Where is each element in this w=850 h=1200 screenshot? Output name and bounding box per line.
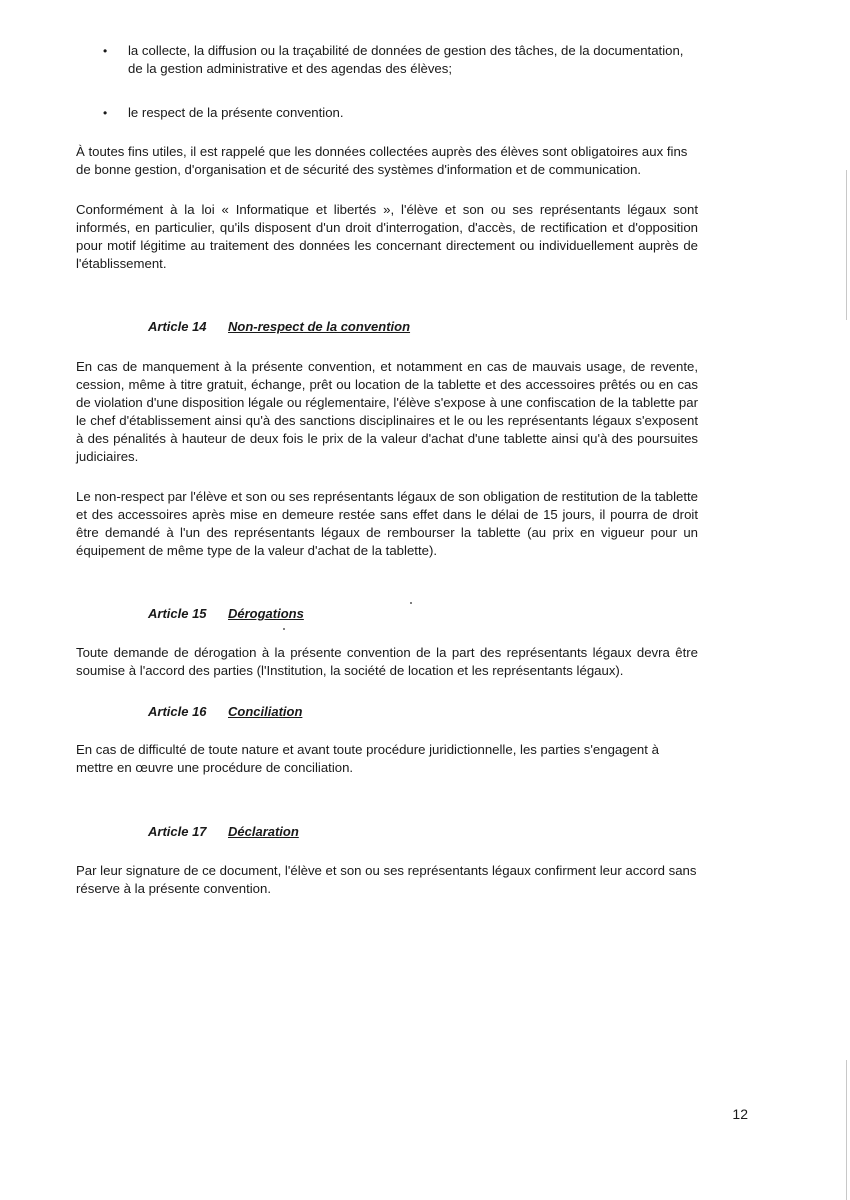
page-number: 12 [732, 1106, 748, 1122]
article-paragraph: En cas de manquement à la présente convention, et notamment en cas de mauvais usage, de revente, cession, même à titre gratuit, échange, prêt ou location de la tablette et des accessoires prêtés ou en cas de violation d'une disposition légale ou réglementaire, l'élève s'expose à une confiscation de la tablette par le chef d'établissement ainsi qu'à des sanctions disciplinaires et le ou les représentants légaux s'exposent à des pénalités à hauteur de deux fois le prix de la valeur d'achat d'une tablette ainsi qu'à des poursuites judiciaires. [76, 359, 698, 464]
scan-speck [410, 602, 412, 604]
bullet-marker: • [103, 44, 108, 58]
article-paragraph: Toute demande de dérogation à la présente convention de la part des représentants légaux devra être soumise à l'accord des parties (l'Institution, la société de location et les représentants légaux). [76, 645, 698, 678]
scan-edge-mark [846, 1060, 847, 1200]
article-number: Article 17 [148, 824, 207, 839]
article-number: Article 16 [148, 704, 207, 719]
bullet-item: la collecte, la diffusion ou la traçabilité de données de gestion des tâches, de la documentation, de la gestion administrative et des agendas des élèves; [128, 43, 684, 76]
article-paragraph: En cas de difficulté de toute nature et avant toute procédure juridictionnelle, les parties s'engagent à mettre en œuvre une procédure de conciliation. [76, 742, 659, 775]
paragraph-reminder: À toutes fins utiles, il est rappelé que les données collectées auprès des élèves sont obligatoires aux fins de bonne gestion, d'organisation et de sécurité des systèmes d'information et de communication. [76, 144, 688, 177]
article-heading [148, 318, 410, 336]
article-title: Dérogations [228, 606, 304, 621]
article-number: Article 14 [148, 319, 207, 334]
article-heading [148, 823, 299, 841]
paragraph-privacy: Conformément à la loi « Informatique et libertés », l'élève et son ou ses représentants légaux sont informés, en particulier, qu'ils disposent d'un droit d'interrogation, d'accès, de rectification et d'opposition pour motif légitime au traitement des données les concernant directement ou individuellement auprès de l'établissement. [76, 202, 698, 271]
article-title: Conciliation [228, 704, 303, 719]
article-heading [148, 605, 304, 623]
bullet-marker: • [103, 106, 108, 120]
bullet-item: le respect de la présente convention. [128, 105, 344, 120]
article-heading [148, 703, 302, 721]
article-paragraph: Le non-respect par l'élève et son ou ses représentants légaux de son obligation de restitution de la tablette et des accessoires après mise en demeure restée sans effet dans le délai de 15 jours, il pourra de droit être demandé à l'un des représentants légaux de rembourser la tablette (au prix en vigueur pour un équipement de même type de la valeur d'achat de la tablette). [76, 489, 699, 558]
scan-speck [283, 628, 285, 630]
article-number: Article 15 [148, 606, 207, 621]
article-paragraph: Par leur signature de ce document, l'élève et son ou ses représentants légaux confirment leur accord sans réserve à la présente convention. [76, 863, 697, 896]
article-title: Déclaration [228, 824, 299, 839]
article-title: Non-respect de la convention [228, 319, 411, 334]
scan-edge-mark [846, 170, 847, 320]
